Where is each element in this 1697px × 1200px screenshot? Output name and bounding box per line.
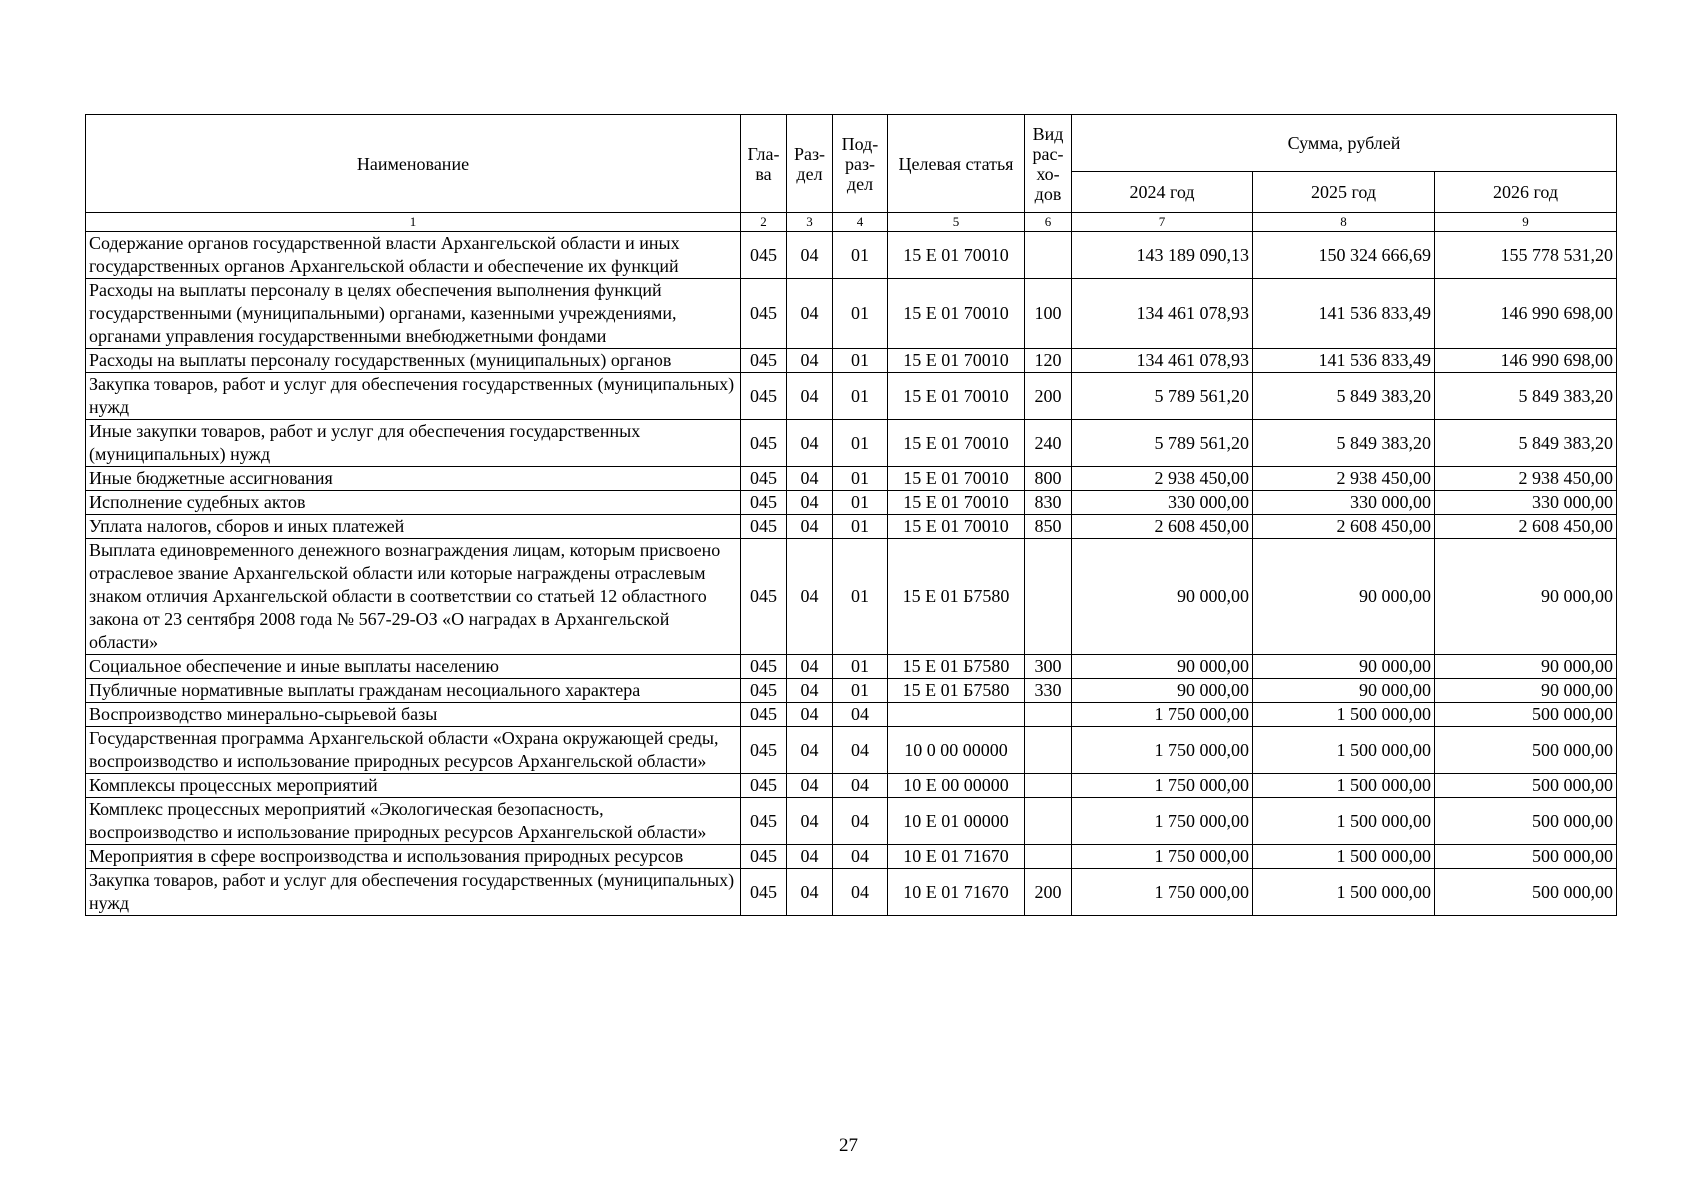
- row-subsection: 01: [833, 232, 888, 279]
- row-amount-2026: 500 000,00: [1435, 727, 1617, 774]
- row-expense-type: 100: [1025, 279, 1072, 349]
- row-amount-2025: 90 000,00: [1253, 539, 1435, 655]
- row-expense-type: 300: [1025, 655, 1072, 679]
- table-row: [86, 727, 1617, 774]
- row-target-article: 15 Е 01 70010: [888, 515, 1025, 539]
- row-chapter: 045: [741, 845, 787, 869]
- table-row: [86, 349, 1617, 373]
- row-name: Иные закупки товаров, работ и услуг для обеспечения государственных (муниципальных) нужд: [86, 420, 741, 467]
- table-row: [86, 539, 1617, 655]
- row-expense-type: 240: [1025, 420, 1072, 467]
- row-chapter: 045: [741, 539, 787, 655]
- header-podrazdel: Под-раз-дел: [833, 115, 888, 213]
- row-section: 04: [787, 703, 833, 727]
- row-chapter: 045: [741, 727, 787, 774]
- row-name: Мероприятия в сфере воспроизводства и использования природных ресурсов: [86, 845, 741, 869]
- header-name: Наименование: [86, 115, 741, 213]
- row-target-article: 10 Е 01 71670: [888, 869, 1025, 916]
- column-number: 7: [1072, 213, 1253, 232]
- row-name: Воспроизводство минерально-сырьевой базы: [86, 703, 741, 727]
- row-chapter: 045: [741, 349, 787, 373]
- row-target-article: 10 Е 01 00000: [888, 798, 1025, 845]
- row-name: Закупка товаров, работ и услуг для обеспечения государственных (муниципальных) нужд: [86, 373, 741, 420]
- row-section: 04: [787, 655, 833, 679]
- row-chapter: 045: [741, 491, 787, 515]
- column-number: 9: [1435, 213, 1617, 232]
- row-amount-2025: 2 608 450,00: [1253, 515, 1435, 539]
- row-subsection: 04: [833, 727, 888, 774]
- row-section: 04: [787, 845, 833, 869]
- row-chapter: 045: [741, 467, 787, 491]
- table-row: [86, 869, 1617, 916]
- row-name: Закупка товаров, работ и услуг для обеспечения государственных (муниципальных) нужд: [86, 869, 741, 916]
- row-amount-2025: 1 500 000,00: [1253, 869, 1435, 916]
- row-amount-2024: 143 189 090,13: [1072, 232, 1253, 279]
- row-section: 04: [787, 279, 833, 349]
- row-amount-2024: 1 750 000,00: [1072, 845, 1253, 869]
- row-expense-type: 200: [1025, 373, 1072, 420]
- row-subsection: 01: [833, 515, 888, 539]
- row-amount-2026: 500 000,00: [1435, 774, 1617, 798]
- column-number: 1: [86, 213, 741, 232]
- row-name: Расходы на выплаты персоналу в целях обеспечения выполнения функций государственными (муниципальными) органами, казенными учреждениями, органами управления государственными внебюджетными фондами: [86, 279, 741, 349]
- row-subsection: 01: [833, 373, 888, 420]
- table-body: [86, 232, 1617, 916]
- row-amount-2025: 90 000,00: [1253, 655, 1435, 679]
- header-row: [86, 115, 1617, 172]
- row-name: Выплата единовременного денежного вознаграждения лицам, которым присвоено отраслевое звание Архангельской области или которые награждены отраслевым знаком отличия Архангельской области в соответствии со статьей 12 областного закона от 23 сентября 2008 года № 567-29-ОЗ «О наградах в Архангельской области»: [86, 539, 741, 655]
- row-target-article: 15 Е 01 Б7580: [888, 679, 1025, 703]
- row-section: 04: [787, 232, 833, 279]
- column-number: 4: [833, 213, 888, 232]
- row-expense-type: [1025, 798, 1072, 845]
- row-expense-type: [1025, 774, 1072, 798]
- row-amount-2026: 500 000,00: [1435, 703, 1617, 727]
- row-name: Исполнение судебных актов: [86, 491, 741, 515]
- column-number: 3: [787, 213, 833, 232]
- row-amount-2024: 1 750 000,00: [1072, 798, 1253, 845]
- page-number: 27: [839, 1135, 858, 1156]
- row-chapter: 045: [741, 869, 787, 916]
- row-target-article: 15 Е 01 70010: [888, 279, 1025, 349]
- row-amount-2026: 146 990 698,00: [1435, 349, 1617, 373]
- row-section: 04: [787, 798, 833, 845]
- row-section: 04: [787, 774, 833, 798]
- row-chapter: 045: [741, 279, 787, 349]
- row-expense-type: [1025, 232, 1072, 279]
- row-expense-type: 830: [1025, 491, 1072, 515]
- row-subsection: 04: [833, 703, 888, 727]
- column-number: 6: [1025, 213, 1072, 232]
- row-amount-2024: 1 750 000,00: [1072, 727, 1253, 774]
- row-chapter: 045: [741, 679, 787, 703]
- header-target-article: Целевая статья: [888, 115, 1025, 213]
- row-name: Публичные нормативные выплаты гражданам несоциального характера: [86, 679, 741, 703]
- row-section: 04: [787, 467, 833, 491]
- row-target-article: 15 Е 01 Б7580: [888, 539, 1025, 655]
- table-row: [86, 467, 1617, 491]
- row-amount-2025: 1 500 000,00: [1253, 798, 1435, 845]
- row-chapter: 045: [741, 420, 787, 467]
- row-amount-2024: 90 000,00: [1072, 655, 1253, 679]
- row-amount-2026: 5 849 383,20: [1435, 373, 1617, 420]
- table-row: [86, 774, 1617, 798]
- row-amount-2026: 5 849 383,20: [1435, 420, 1617, 467]
- header-expense-type: Вид рас-хо-дов: [1025, 115, 1072, 213]
- row-section: 04: [787, 539, 833, 655]
- row-amount-2026: 90 000,00: [1435, 655, 1617, 679]
- row-expense-type: 850: [1025, 515, 1072, 539]
- row-subsection: 04: [833, 798, 888, 845]
- row-amount-2026: 90 000,00: [1435, 539, 1617, 655]
- row-amount-2025: 150 324 666,69: [1253, 232, 1435, 279]
- row-expense-type: [1025, 727, 1072, 774]
- row-chapter: 045: [741, 373, 787, 420]
- row-name: Содержание органов государственной власти Архангельской области и иных государственных органов Архангельской области и обеспечение их функций: [86, 232, 741, 279]
- row-subsection: 01: [833, 539, 888, 655]
- row-amount-2024: 1 750 000,00: [1072, 869, 1253, 916]
- row-target-article: 15 Е 01 70010: [888, 467, 1025, 491]
- table-row: [86, 679, 1617, 703]
- row-expense-type: [1025, 845, 1072, 869]
- row-amount-2025: 330 000,00: [1253, 491, 1435, 515]
- row-subsection: 04: [833, 774, 888, 798]
- row-subsection: 01: [833, 279, 888, 349]
- row-expense-type: 120: [1025, 349, 1072, 373]
- table-row: [86, 655, 1617, 679]
- row-amount-2026: 500 000,00: [1435, 845, 1617, 869]
- row-amount-2025: 141 536 833,49: [1253, 279, 1435, 349]
- table-row: [86, 491, 1617, 515]
- row-amount-2024: 5 789 561,20: [1072, 420, 1253, 467]
- row-amount-2026: 155 778 531,20: [1435, 232, 1617, 279]
- row-amount-2025: 5 849 383,20: [1253, 420, 1435, 467]
- row-section: 04: [787, 373, 833, 420]
- row-target-article: 15 Е 01 70010: [888, 491, 1025, 515]
- row-amount-2024: 5 789 561,20: [1072, 373, 1253, 420]
- row-amount-2025: 1 500 000,00: [1253, 774, 1435, 798]
- row-amount-2025: 1 500 000,00: [1253, 727, 1435, 774]
- row-amount-2024: 330 000,00: [1072, 491, 1253, 515]
- table-row: [86, 420, 1617, 467]
- row-target-article: 15 Е 01 70010: [888, 232, 1025, 279]
- row-amount-2026: 146 990 698,00: [1435, 279, 1617, 349]
- table-row: [86, 232, 1617, 279]
- column-number-row: [86, 213, 1617, 232]
- row-subsection: 01: [833, 467, 888, 491]
- row-chapter: 045: [741, 655, 787, 679]
- row-name: Уплата налогов, сборов и иных платежей: [86, 515, 741, 539]
- row-target-article: 15 Е 01 70010: [888, 373, 1025, 420]
- column-number: 2: [741, 213, 787, 232]
- row-name: Комплексы процессных мероприятий: [86, 774, 741, 798]
- row-expense-type: 800: [1025, 467, 1072, 491]
- header-sum: Сумма, рублей: [1072, 115, 1617, 172]
- header-glava: Гла-ва: [741, 115, 787, 213]
- row-amount-2025: 1 500 000,00: [1253, 845, 1435, 869]
- row-amount-2025: 1 500 000,00: [1253, 703, 1435, 727]
- row-amount-2026: 90 000,00: [1435, 679, 1617, 703]
- header-razdel: Раз-дел: [787, 115, 833, 213]
- table-row: [86, 373, 1617, 420]
- row-subsection: 01: [833, 679, 888, 703]
- row-name: Государственная программа Архангельской области «Охрана окружающей среды, воспроизводство и использование природных ресурсов Архангельской области»: [86, 727, 741, 774]
- row-expense-type: 200: [1025, 869, 1072, 916]
- row-chapter: 045: [741, 703, 787, 727]
- row-section: 04: [787, 727, 833, 774]
- row-name: Социальное обеспечение и иные выплаты населению: [86, 655, 741, 679]
- row-subsection: 01: [833, 349, 888, 373]
- row-expense-type: 330: [1025, 679, 1072, 703]
- budget-table: [85, 114, 1617, 916]
- row-amount-2024: 90 000,00: [1072, 679, 1253, 703]
- table-row: [86, 515, 1617, 539]
- row-name: Иные бюджетные ассигнования: [86, 467, 741, 491]
- row-amount-2024: 2 608 450,00: [1072, 515, 1253, 539]
- row-amount-2026: 330 000,00: [1435, 491, 1617, 515]
- row-name: Расходы на выплаты персоналу государственных (муниципальных) органов: [86, 349, 741, 373]
- row-chapter: 045: [741, 515, 787, 539]
- row-target-article: 10 Е 01 71670: [888, 845, 1025, 869]
- row-target-article: 15 Е 01 70010: [888, 420, 1025, 467]
- row-amount-2026: 2 608 450,00: [1435, 515, 1617, 539]
- row-subsection: 01: [833, 420, 888, 467]
- row-chapter: 045: [741, 232, 787, 279]
- row-amount-2024: 1 750 000,00: [1072, 774, 1253, 798]
- row-target-article: 15 Е 01 Б7580: [888, 655, 1025, 679]
- row-subsection: 01: [833, 655, 888, 679]
- row-amount-2025: 5 849 383,20: [1253, 373, 1435, 420]
- row-section: 04: [787, 491, 833, 515]
- row-target-article: 15 Е 01 70010: [888, 349, 1025, 373]
- table-row: [86, 845, 1617, 869]
- table-row: [86, 279, 1617, 349]
- header-year-2025: 2025 год: [1253, 172, 1435, 213]
- table-row: [86, 798, 1617, 845]
- row-amount-2026: 500 000,00: [1435, 798, 1617, 845]
- row-expense-type: [1025, 703, 1072, 727]
- row-section: 04: [787, 679, 833, 703]
- row-amount-2025: 2 938 450,00: [1253, 467, 1435, 491]
- row-amount-2026: 2 938 450,00: [1435, 467, 1617, 491]
- row-target-article: [888, 703, 1025, 727]
- row-amount-2024: 90 000,00: [1072, 539, 1253, 655]
- table-row: [86, 703, 1617, 727]
- row-target-article: 10 0 00 00000: [888, 727, 1025, 774]
- row-amount-2025: 141 536 833,49: [1253, 349, 1435, 373]
- row-subsection: 01: [833, 491, 888, 515]
- header-year-2026: 2026 год: [1435, 172, 1617, 213]
- row-section: 04: [787, 420, 833, 467]
- row-subsection: 04: [833, 869, 888, 916]
- row-chapter: 045: [741, 774, 787, 798]
- row-amount-2024: 134 461 078,93: [1072, 349, 1253, 373]
- row-section: 04: [787, 349, 833, 373]
- row-subsection: 04: [833, 845, 888, 869]
- row-amount-2026: 500 000,00: [1435, 869, 1617, 916]
- column-number: 5: [888, 213, 1025, 232]
- row-amount-2024: 134 461 078,93: [1072, 279, 1253, 349]
- row-name: Комплекс процессных мероприятий «Экологическая безопасность, воспроизводство и использование природных ресурсов Архангельской области»: [86, 798, 741, 845]
- row-amount-2024: 2 938 450,00: [1072, 467, 1253, 491]
- row-expense-type: [1025, 539, 1072, 655]
- row-section: 04: [787, 515, 833, 539]
- header-year-2024: 2024 год: [1072, 172, 1253, 213]
- row-target-article: 10 Е 00 00000: [888, 774, 1025, 798]
- row-section: 04: [787, 869, 833, 916]
- row-amount-2024: 1 750 000,00: [1072, 703, 1253, 727]
- row-chapter: 045: [741, 798, 787, 845]
- column-number: 8: [1253, 213, 1435, 232]
- row-amount-2025: 90 000,00: [1253, 679, 1435, 703]
